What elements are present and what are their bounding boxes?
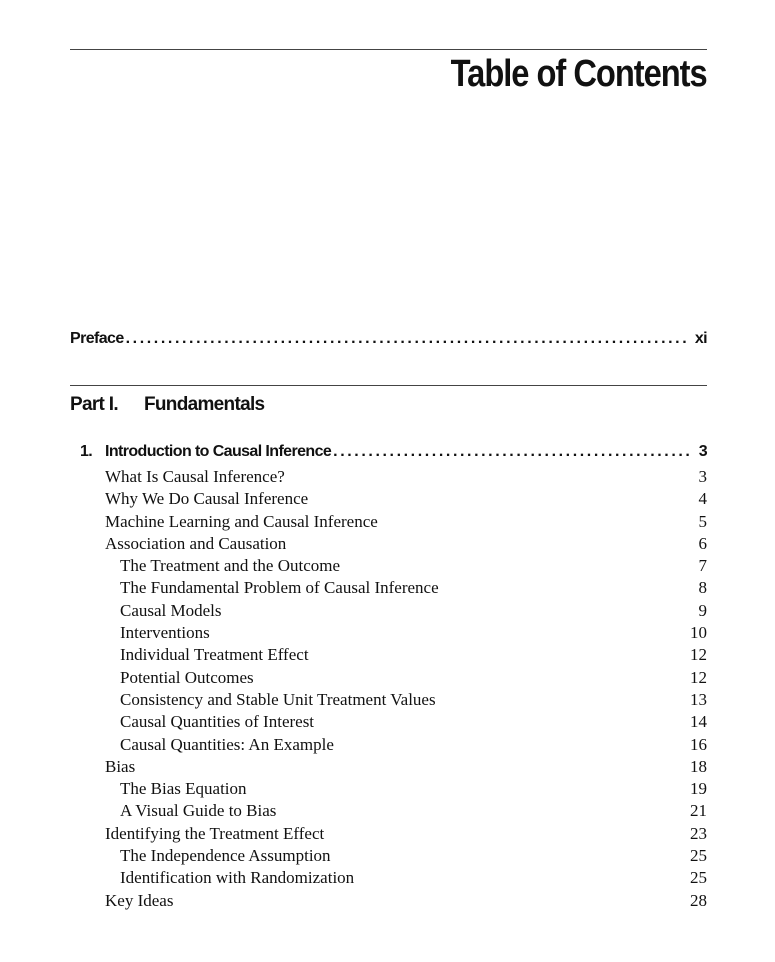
toc-entry-title: Why We Do Causal Inference	[105, 489, 309, 509]
toc-entry-title: Causal Quantities: An Example	[120, 734, 334, 754]
toc-entry-page-number: 16	[690, 734, 707, 754]
top-rule	[70, 49, 707, 50]
toc-entry[interactable]	[70, 577, 707, 599]
toc-entry[interactable]	[70, 466, 707, 488]
toc-entry[interactable]	[70, 533, 707, 555]
toc-entry-title: Interventions	[120, 623, 210, 643]
toc-entry-page-number: 12	[690, 645, 707, 665]
toc-entry[interactable]	[70, 845, 707, 867]
toc-entry-page-number: 10	[690, 623, 707, 643]
toc-entry-title: Identification with Randomization	[120, 868, 355, 888]
toc-entry-title: A Visual Guide to Bias	[120, 801, 277, 821]
preface-page-number: xi	[694, 330, 707, 347]
toc-entry-page-number: 21	[690, 801, 707, 821]
toc-entry[interactable]	[70, 734, 707, 756]
toc-entry[interactable]	[70, 711, 707, 733]
toc-entry[interactable]	[70, 778, 707, 800]
toc-entry-page-number: 7	[698, 556, 707, 576]
chapter-heading	[80, 443, 331, 461]
part-label: Part I.	[70, 394, 118, 415]
toc-entry-title: Association and Causation	[105, 533, 287, 553]
toc-entry-title: Identifying the Treatment Effect	[105, 823, 325, 843]
toc-entry-list	[70, 466, 707, 912]
part-rule	[70, 385, 707, 386]
toc-entry-page-number: 13	[690, 689, 707, 709]
toc-entry[interactable]	[70, 622, 707, 644]
toc-entry-chapter[interactable]	[80, 443, 707, 461]
toc-entry-title: Causal Models	[120, 600, 222, 620]
toc-entry[interactable]	[70, 867, 707, 889]
part-name: Fundamentals	[144, 394, 265, 415]
toc-entry[interactable]	[70, 823, 707, 845]
dot-leader	[333, 443, 691, 461]
toc-entry[interactable]	[70, 689, 707, 711]
chapter-number: 1.	[80, 443, 93, 460]
toc-entry-page-number: 18	[690, 756, 707, 776]
toc-entry-page-number: 14	[690, 712, 707, 732]
preface-label: Preface	[70, 330, 124, 347]
toc-entry-page-number: 9	[698, 600, 707, 620]
toc-entry-title: The Independence Assumption	[120, 846, 331, 866]
toc-entry-title: The Treatment and the Outcome	[120, 556, 341, 576]
toc-entry[interactable]	[70, 800, 707, 822]
toc-entry-page-number: 8	[698, 578, 707, 598]
toc-entry-page-number: 12	[690, 667, 707, 687]
dot-leader	[126, 330, 687, 348]
toc-entry[interactable]	[70, 756, 707, 778]
toc-entry-page-number: 5	[698, 511, 707, 531]
toc-entry-title: Key Ideas	[105, 890, 174, 910]
chapter-page-number: 3	[698, 443, 707, 460]
toc-entry-title: Bias	[105, 756, 136, 776]
part-heading	[70, 394, 264, 416]
toc-entry-preface[interactable]	[70, 330, 707, 348]
toc-entry-title: The Fundamental Problem of Causal Inference	[120, 578, 439, 598]
toc-entry-page-number: 25	[690, 846, 707, 866]
toc-entry-title: Consistency and Stable Unit Treatment Values	[120, 689, 436, 709]
toc-entry-page-number: 19	[690, 779, 707, 799]
toc-entry-title: Potential Outcomes	[120, 667, 254, 687]
toc-entry-page-number: 25	[690, 868, 707, 888]
toc-entry-title: Causal Quantities of Interest	[120, 712, 315, 732]
toc-entry-page-number: 6	[698, 533, 707, 553]
toc-entry-page-number: 28	[690, 890, 707, 910]
toc-entry-title: Machine Learning and Causal Inference	[105, 511, 378, 531]
toc-entry[interactable]	[70, 488, 707, 510]
page-title: Table of Contents	[451, 53, 707, 95]
toc-entry-title: The Bias Equation	[120, 779, 247, 799]
toc-entry-title: What Is Causal Inference?	[105, 467, 285, 486]
toc-entry[interactable]	[70, 511, 707, 533]
toc-entry-title: Individual Treatment Effect	[120, 645, 309, 665]
toc-entry-page-number: 3	[698, 467, 707, 486]
toc-entry[interactable]	[70, 667, 707, 689]
toc-entry-page-number: 23	[690, 823, 707, 843]
chapter-title: Introduction to Causal Inference	[105, 443, 332, 460]
toc-entry[interactable]	[70, 600, 707, 622]
toc-entry[interactable]	[70, 890, 707, 912]
toc-entry[interactable]	[70, 555, 707, 577]
toc-entry[interactable]	[70, 644, 707, 666]
toc-entry-page-number: 4	[698, 489, 707, 509]
